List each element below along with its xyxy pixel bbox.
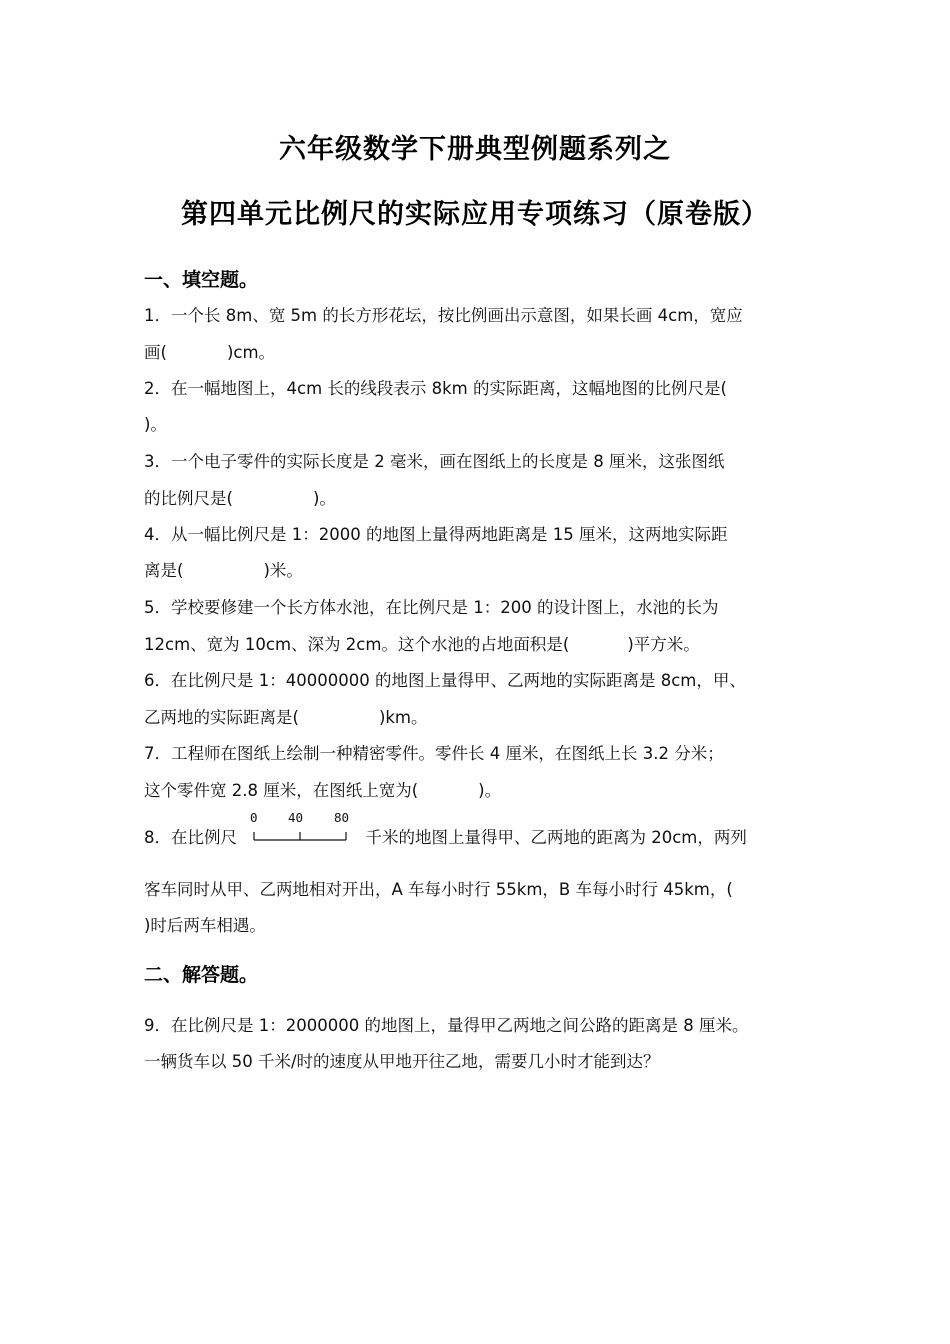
question-5-blank-open: 12cm、宽为 10cm、深为 2cm。这个水池的占地面积是(: [144, 635, 570, 654]
question-3-blank-close: )。: [312, 489, 336, 508]
question-1-blank-open: 画(: [144, 343, 167, 362]
question-1-blank-close: )cm。: [226, 343, 276, 362]
question-6-line-2: [144, 704, 428, 728]
document-title-line2: 第四单元比例尺的实际应用专项练习（原卷版）: [181, 199, 769, 230]
scale-label-80: 80: [334, 810, 350, 825]
scale-bar-figure: [242, 810, 360, 846]
question-8-line-3: )时后两车相遇。: [144, 916, 266, 935]
question-8-line-1: [144, 810, 747, 848]
question-3-blank-open: 的比例尺是(: [144, 489, 233, 508]
scale-label-40: 40: [288, 810, 304, 825]
question-5-blank-close: )平方米。: [627, 635, 700, 654]
question-3-line-1: 3．一个电子零件的实际长度是 2 毫米，画在图纸上的长度是 8 厘米，这张图纸: [144, 452, 725, 471]
question-9-line-1: 9．在比例尺是 1：2000000 的地图上，量得甲乙两地之间公路的距离是 8 厘米。: [144, 1016, 749, 1035]
document-title-line1: 六年级数学下册典型例题系列之: [279, 134, 671, 165]
question-6-blank-open: 乙两地的实际距离是(: [144, 708, 299, 727]
section-heading-fill-in: 一、填空题。: [144, 269, 259, 291]
question-3-line-2: [144, 485, 336, 509]
scale-bar-svg: [242, 808, 360, 848]
question-4-line-1: 4．从一幅比例尺是 1：2000 的地图上量得两地距离是 15 厘米，这两地实际距: [144, 525, 728, 544]
question-8-line-2: 客车同时从甲、乙两地相对开出，A 车每小时行 55km，B 车每小时行 45km，(: [144, 880, 733, 899]
question-7-blank-open: 这个零件宽 2.8 厘米，在图纸上宽为(: [144, 781, 419, 800]
question-8-suffix: 千米的地图上量得甲、乙两地的距离为 20cm，两列: [365, 828, 747, 847]
question-1-line-2: [144, 339, 275, 363]
question-7-line-1: 7．工程师在图纸上绘制一种精密零件。零件长 4 厘米，在图纸上长 3.2 分米；: [144, 744, 724, 763]
question-6-line-1: 6．在比例尺是 1：40000000 的地图上量得甲、乙两地的实际距离是 8cm，甲、: [144, 671, 746, 690]
question-4-line-2: [144, 557, 303, 581]
question-2-line-2: )。: [144, 415, 167, 434]
question-4-blank-close: )米。: [263, 561, 303, 580]
question-2-line-1: 2．在一幅地图上，4cm 长的线段表示 8km 的实际距离，这幅地图的比例尺是(: [144, 379, 727, 398]
question-9-line-2: 一辆货车以 50 千米/时的速度从甲地开往乙地，需要几小时才能到达？: [144, 1052, 660, 1071]
question-5-line-1: 5．学校要修建一个长方体水池，在比例尺是 1：200 的设计图上，水池的长为: [144, 598, 719, 617]
question-4-blank-open: 离是(: [144, 561, 184, 580]
question-8-prefix: 8．在比例尺: [144, 828, 237, 847]
question-5-line-2: [144, 631, 700, 655]
question-1-line-1: 1．一个长 8m、宽 5m 的长方形花坛，按比例画出示意图，如果长画 4cm，宽应: [144, 306, 743, 325]
scale-label-0: 0: [250, 810, 258, 825]
section-heading-solve: 二、解答题。: [144, 964, 259, 986]
question-7-blank-close: )。: [478, 781, 502, 800]
question-7-line-2: [144, 777, 501, 801]
question-6-blank-close: )km。: [378, 708, 428, 727]
